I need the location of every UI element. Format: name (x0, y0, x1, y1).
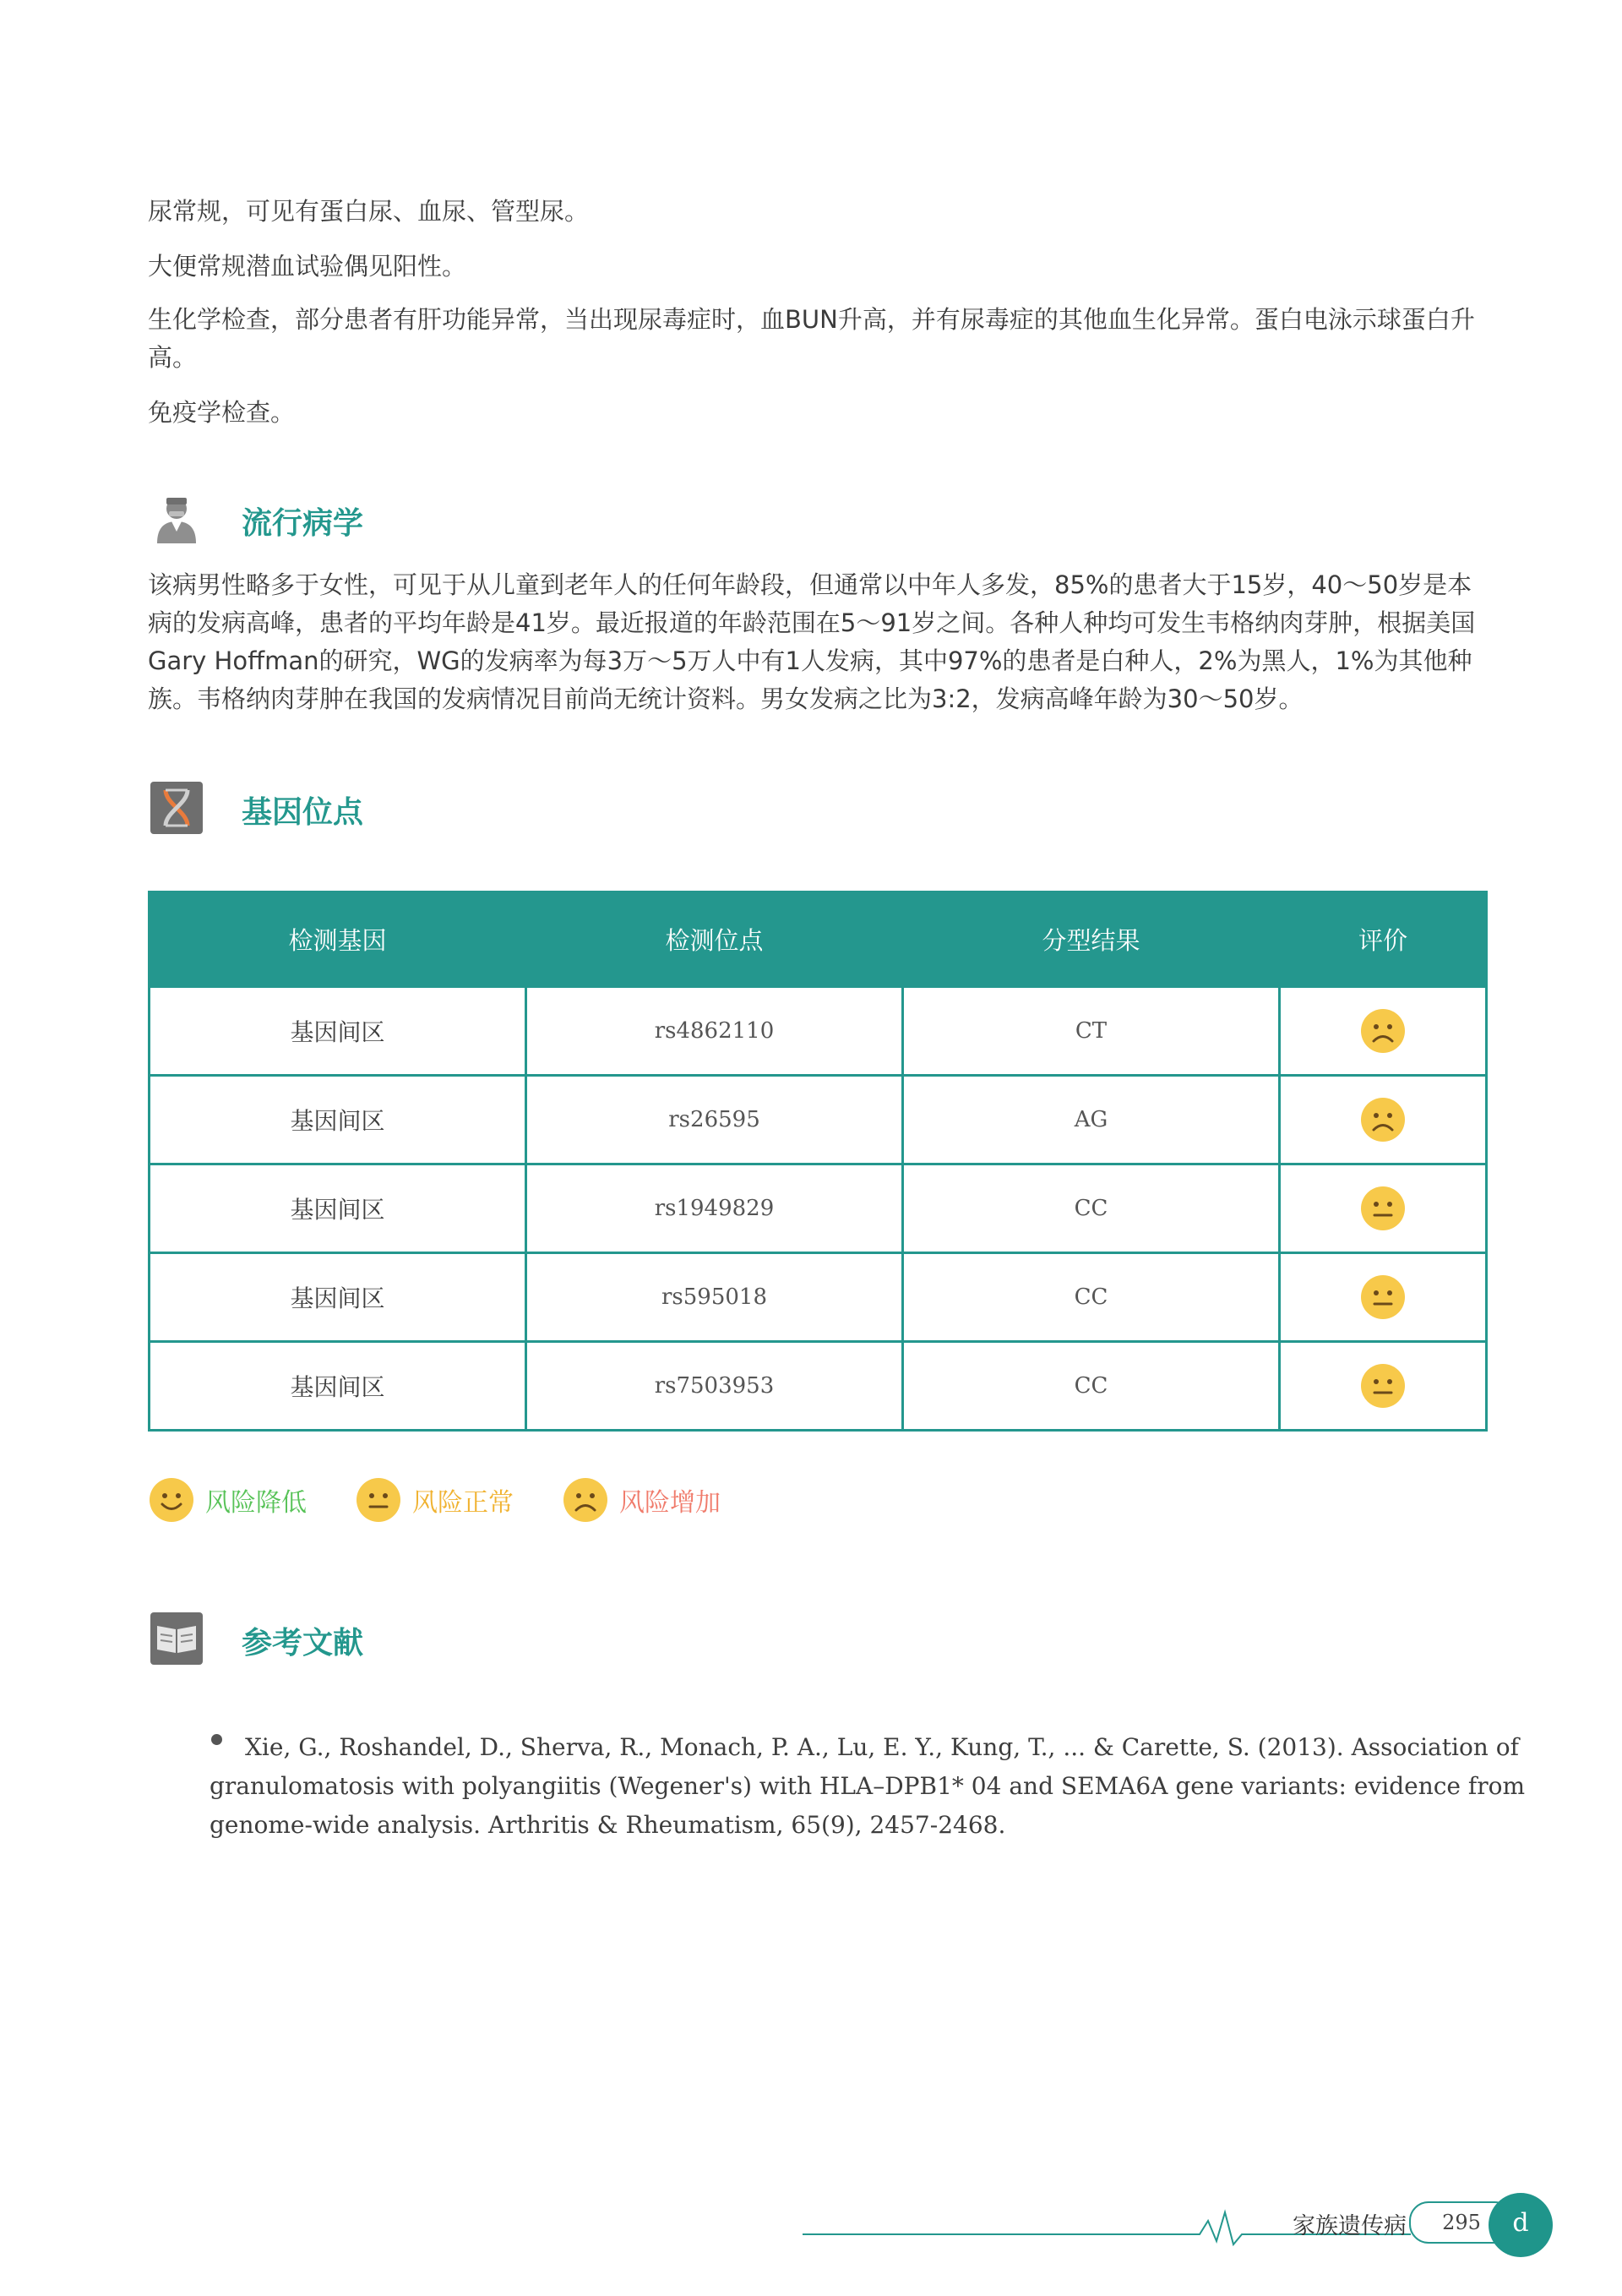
section-epidemiology-title: 流行病学 (242, 506, 364, 541)
header-gene: 检测基因 (150, 892, 526, 987)
neutral-face-icon (355, 1476, 402, 1524)
table-header-row (150, 892, 1487, 987)
legend-label-normal: 风险正常 (412, 1488, 514, 1518)
header-genotype: 分型结果 (903, 892, 1280, 987)
cell-gene: 基因间区 (150, 1164, 526, 1253)
dna-icon (150, 782, 203, 834)
section-references-title: 参考文献 (242, 1626, 364, 1661)
gene-loci-table (148, 891, 1488, 1432)
intro-paragraph-stool: 大便常规潜血试验偶见阳性。 (148, 252, 467, 281)
cell-site: rs1949829 (526, 1164, 903, 1253)
legend-label-high: 风险增加 (619, 1488, 721, 1518)
table-row (150, 1164, 1487, 1253)
book-icon (150, 1612, 203, 1665)
sad-face-icon (562, 1476, 609, 1524)
smile-face-icon (148, 1476, 195, 1524)
cell-site: rs595018 (526, 1253, 903, 1342)
cell-gene: 基因间区 (150, 1253, 526, 1342)
cell-site: rs4862110 (526, 987, 903, 1076)
page-number: 295 (1409, 2201, 1514, 2244)
doctor-icon (150, 493, 203, 545)
table-row (150, 1342, 1487, 1431)
table-row (150, 987, 1487, 1076)
reference-item: Xie, G., Roshandel, D., Sherva, R., Monach, P. A., Lu, E. Y., Kung, T., ... & Carette, S. (2013). Association of granulomatosis with polyangiitis (Wegener's) with HLA–DPB1* 04 and SEMA6A gene variants: evidence from genome-wide analysis. Arthritis & Rheumatism, 65(9), 2457-2468. (210, 1733, 1526, 1839)
intro-paragraph-urine: 尿常规，可见有蛋白尿、血尿、管型尿。 (148, 197, 590, 226)
cell-genotype: CC (903, 1164, 1280, 1253)
cell-site: rs7503953 (526, 1342, 903, 1431)
cell-gene: 基因间区 (150, 987, 526, 1076)
cell-rating (1280, 1253, 1487, 1342)
sad-face-icon (1359, 1096, 1407, 1143)
cell-rating (1280, 1076, 1487, 1164)
cell-genotype: AG (903, 1076, 1280, 1164)
legend-label-low: 风险降低 (205, 1488, 307, 1518)
cell-gene: 基因间区 (150, 1076, 526, 1164)
intro-paragraph-biochem: 生化学检查，部分患者有肝功能异常，当出现尿毒症时，血BUN升高，并有尿毒症的其他血生化异常。蛋白电泳示球蛋白升高。 (148, 305, 1475, 372)
cell-genotype: CT (903, 987, 1280, 1076)
intro-paragraph-immuno: 免疫学检查。 (148, 398, 296, 427)
cell-rating (1280, 987, 1487, 1076)
cell-site: rs26595 (526, 1076, 903, 1164)
epidemiology-body: 该病男性略多于女性，可见于从儿童到老年人的任何年龄段，但通常以中年人多发，85%的患者大于15岁，40～50岁是本病的发病高峰，患者的平均年龄是41岁。最近报道的年龄范围在5～91岁之间。各种人种均可发生韦格纳肉芽肿，根据美国Gary Hoffman的研究，WG的发病率为每3万～5万人中有1人发病，其中97%的患者是白种人，2%为黑人，1%为其他种族。韦格纳肉芽肿在我国的发病情况目前尚无统计资料。男女发病之比为3:2，发病高峰年龄为30～50岁。 (148, 570, 1476, 713)
cell-gene: 基因间区 (150, 1342, 526, 1431)
cell-genotype: CC (903, 1342, 1280, 1431)
cell-genotype: CC (903, 1253, 1280, 1342)
neutral-face-icon (1359, 1362, 1407, 1410)
sad-face-icon (1359, 1007, 1407, 1055)
header-site: 检测位点 (526, 892, 903, 987)
neutral-face-icon (1359, 1273, 1407, 1321)
header-rating: 评价 (1280, 892, 1487, 987)
cell-rating (1280, 1164, 1487, 1253)
table-row (150, 1253, 1487, 1342)
neutral-face-icon (1359, 1185, 1407, 1232)
page-badge: d (1489, 2193, 1553, 2257)
cell-rating (1280, 1342, 1487, 1431)
risk-legend (148, 1475, 908, 1525)
section-gene-loci-title: 基因位点 (242, 795, 364, 830)
table-row (150, 1076, 1487, 1164)
footer-section-title: 家族遗传病 (1293, 2213, 1407, 2239)
